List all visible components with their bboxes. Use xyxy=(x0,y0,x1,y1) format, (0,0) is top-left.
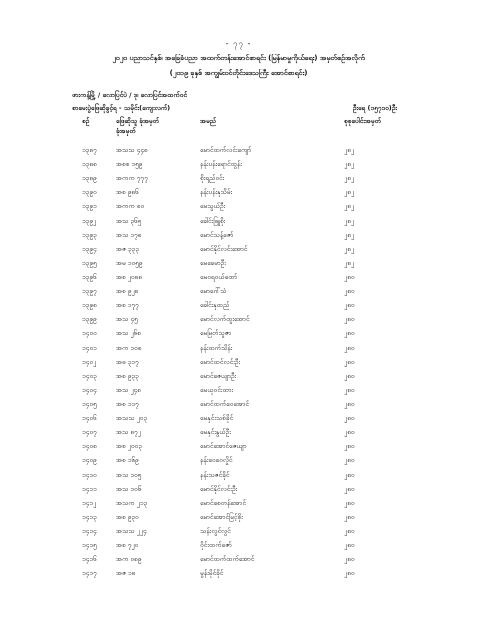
row-name: ခေါင်းနုထည် xyxy=(200,301,230,310)
row-exam-id: အသ ၁၀၅ xyxy=(116,470,142,479)
row-number: ၁၃၉၁ xyxy=(82,202,97,211)
row-number: ၁၄၀၅ xyxy=(82,399,97,408)
row-score: ၂၈၀ xyxy=(344,272,355,281)
row-name: ဝိုင်းထက်ဇော် xyxy=(200,541,232,550)
table-row xyxy=(0,229,477,243)
table-row xyxy=(0,285,477,299)
row-exam-id: အစ ၉၃၃ xyxy=(116,371,139,380)
row-score: ၂၈၀ xyxy=(344,385,355,394)
row-score: ၂၈၂ xyxy=(344,216,355,225)
row-exam-id: အသသ ၂၂၄ xyxy=(116,526,147,535)
row-name: စိုးရည်ဝင်း xyxy=(200,174,225,183)
page-number: - ၇၇ - xyxy=(225,39,252,48)
row-score: ၂၈၀ xyxy=(344,357,355,366)
row-exam-id: အစ ၁၆၉ xyxy=(116,456,139,465)
row-number: ၁၄၁၄ xyxy=(82,526,97,535)
column-header-score: စုစုပေါင်းအမှတ် xyxy=(344,117,381,125)
row-number: ၁၃၈၈ xyxy=(82,160,97,169)
row-exam-id: အစ ၂၀၀၃ xyxy=(116,442,142,451)
row-name: မောင်ထက်လင်းကျော် xyxy=(200,146,252,154)
row-exam-id: အသသ ၄၄၈ xyxy=(116,146,148,154)
row-exam-id: အစ ၂၀၈၈ xyxy=(116,272,142,281)
column-header-id-sub: ခုံအမှတ် xyxy=(116,127,136,135)
row-number: ၁၃၈၇ xyxy=(82,146,97,154)
row-score: ၂၈၀ xyxy=(344,442,355,451)
row-number: ၁၃၉၂ xyxy=(82,216,97,225)
row-number: ၁၄၀၂ xyxy=(82,357,97,366)
row-name: နန်းပန်းနုသိမ်း xyxy=(200,188,233,197)
row-number: ၁၃၉၃ xyxy=(82,230,97,239)
row-name: မောင်ဇေယျာဦး xyxy=(200,371,237,380)
row-score: ၂၈၂ xyxy=(344,230,355,239)
row-exam-id: အကက ၈၀ xyxy=(116,202,145,211)
table-row xyxy=(0,186,477,200)
row-name: နန်းသဇင်ခိုင် xyxy=(200,470,230,479)
row-name: မေနှင်းသစ်ခိုင် xyxy=(200,414,234,423)
document-subtitle: (၂၀၁၉ ခုနှစ် အကျွမ်းဝင်တိုင်းဒေသကြီး အောင်စာရင်း) xyxy=(169,69,308,77)
row-exam-id: အသ ၃၆၅ xyxy=(116,216,142,225)
row-score: ၂၈၂ xyxy=(344,188,355,197)
table-row xyxy=(0,539,477,553)
row-number: ၁၄၁၃ xyxy=(82,512,97,521)
table-row xyxy=(0,384,477,398)
row-score: ၂၈၀ xyxy=(344,287,355,296)
row-number: ၁၄၀၉ xyxy=(82,456,97,465)
exam-center-label: စာမေးပွဲဖြေဆိုခွင့်ရ - သမိုင်း(ကျေးလက်) xyxy=(72,104,171,112)
row-number: ၁၃၉၀ xyxy=(82,188,97,197)
table-row xyxy=(0,313,477,327)
row-exam-id: အစ ၉၈၆ xyxy=(116,188,139,197)
row-name: မောင်ထက်ဝေအောင် xyxy=(200,399,249,408)
document-title: ၂၀၂၀ ပညာသင်နှစ်၊ အခြေခံပညာ အထက်တန်းအောင်စာရင်း (မြန်မာမှုကိုယ်ရေး) အမှတ်စဉ်အလိုက် xyxy=(112,54,365,62)
row-exam-id: အသသ ၂၀၃ xyxy=(116,414,148,423)
table-row xyxy=(0,370,477,384)
row-name: ခေါင်းဖြူစိုး xyxy=(200,216,226,225)
table-row xyxy=(0,483,477,497)
row-exam-id: အစ ၇၂၀ xyxy=(116,541,139,550)
row-score: ၂၈၀ xyxy=(344,526,355,535)
row-score: ၂၈၀ xyxy=(344,555,355,564)
table-row xyxy=(0,158,477,172)
row-exam-id: အဇ ၁၈ xyxy=(116,569,136,578)
row-exam-id: အသ ၁၀၆ xyxy=(116,484,142,493)
row-score: ၂၈၀ xyxy=(344,456,355,465)
row-exam-id: အစစ ၁၅၉ xyxy=(116,160,143,169)
row-name: မောင်ထက်ထက်အောင် xyxy=(200,555,255,564)
row-score: ၂၈၂ xyxy=(344,202,355,211)
table-row xyxy=(0,271,477,285)
row-name: မေမြတ်သူဇာ xyxy=(200,329,232,338)
row-number: ၁၄၁၅ xyxy=(82,541,97,550)
row-exam-id: အစ ၁၇၇ xyxy=(116,301,139,310)
table-row xyxy=(0,412,477,426)
table-row xyxy=(0,440,477,454)
table-row xyxy=(0,511,477,525)
row-number: ၁၃၉၈ xyxy=(82,301,97,310)
row-name: မောင်လက်ထူးအောင် xyxy=(200,315,250,324)
row-number: ၁၄၁၂ xyxy=(82,498,97,507)
row-name: သန်းလွင်လွင် xyxy=(200,526,231,535)
table-row xyxy=(0,497,477,511)
row-name: မေဝရဝယ်ထော် xyxy=(200,272,238,281)
row-number: ၁၄၀၆ xyxy=(82,414,97,423)
row-number: ၁၃၉၇ xyxy=(82,287,97,296)
row-name: မောဂေါ်သံ xyxy=(200,287,227,296)
row-name: မောင်အောင်ဇေယျာ xyxy=(200,442,247,451)
row-name: မောင်စေတန်အောင် xyxy=(200,498,246,507)
row-name: မေယုဝင်းထား xyxy=(200,385,234,394)
row-score: ၂၈၀ xyxy=(344,569,355,578)
row-exam-id: အဓ ၃၁၇ xyxy=(116,357,139,366)
row-exam-id: အမ ၁၀၅၉ xyxy=(116,258,143,267)
row-score: ၂၈၀ xyxy=(344,343,355,352)
table-row xyxy=(0,525,477,539)
row-name: နန်းပန်းရောင်ထွန်း xyxy=(200,160,242,169)
table-row xyxy=(0,257,477,271)
results-table xyxy=(0,144,477,581)
table-row xyxy=(0,327,477,341)
row-score: ၂၈၀ xyxy=(344,512,355,521)
row-name: မောင်ထင်လင်းဦး xyxy=(200,357,241,366)
row-exam-id: အကက ၇၇၇ xyxy=(116,174,148,183)
row-exam-id: အစ ၁၁၇ xyxy=(116,399,139,408)
row-name: မောင်နိုင်လင်းအောင် xyxy=(200,244,248,253)
row-number: ၁၄၁၆ xyxy=(82,555,97,564)
row-name: မွန်းမိုင်ခိုင် xyxy=(200,569,224,578)
row-name: နန်းထက်သိန်း xyxy=(200,343,233,352)
row-number: ၁၄၁၀ xyxy=(82,470,97,479)
table-row xyxy=(0,342,477,356)
row-score: ၂၈၀ xyxy=(344,315,355,324)
row-number: ၁၄၀၈ xyxy=(82,442,97,451)
row-number: ၁၃၉၄ xyxy=(82,244,97,253)
row-name: မေခေမာဦး xyxy=(200,258,226,267)
row-exam-id: အက ၀၈၉ xyxy=(116,555,142,564)
row-number: ၁၄၀၃ xyxy=(82,371,97,380)
row-exam-id: အစ ၉၂၈ xyxy=(116,287,139,296)
row-name: မောင်နိုင်လင်းဦး xyxy=(200,484,238,493)
row-name: မောင်သန့်ဇော် xyxy=(200,230,234,239)
row-name: မေနှင်းနွယ်ဦး xyxy=(200,428,231,437)
table-row xyxy=(0,172,477,186)
region-label: ဖားကန့်မြို့ / လောပြင်ပဲ / ဒု၊ လောပြင်အထက်ဝင် xyxy=(72,91,188,99)
row-score: ၂၈၂ xyxy=(344,174,355,183)
row-number: ၁၄၁၁ xyxy=(82,484,97,493)
row-score: ၂၈၂ xyxy=(344,160,355,169)
row-score: ၂၈၀ xyxy=(344,470,355,479)
row-exam-id: အစ ၉၃၀ xyxy=(116,512,139,521)
row-exam-id: အသ ၁၇၈ xyxy=(116,230,142,239)
row-number: ၁၄၁၇ xyxy=(82,569,97,578)
row-exam-id: အဇ ၃၃၃ xyxy=(116,244,139,253)
row-score: ၂၈၂ xyxy=(344,258,355,267)
row-name: မောင်အောင်မြင့်စိုး xyxy=(200,512,243,521)
row-number: ၁၄၀၇ xyxy=(82,428,97,437)
row-score: ၂၈၀ xyxy=(344,371,355,380)
row-score: ၂၈၀ xyxy=(344,301,355,310)
table-row xyxy=(0,144,477,158)
column-header-id: ဖြေဆိုသူ ခုံအမှတ် xyxy=(116,117,159,125)
table-row xyxy=(0,454,477,468)
table-row xyxy=(0,299,477,313)
total-count-label: ဦးရေ (၁၅၇၁၀)ဦး xyxy=(352,104,397,112)
table-row xyxy=(0,200,477,214)
row-exam-id: အသ ၄၅ xyxy=(116,315,138,324)
row-exam-id: အသ ၂၄၈ xyxy=(116,385,141,394)
row-name: မေသွယ်ဦး xyxy=(200,202,226,211)
row-number: ၁၃၈၉ xyxy=(82,174,97,183)
row-number: ၁၄၀၀ xyxy=(82,329,97,338)
table-row xyxy=(0,553,477,567)
row-score: ၂၈၀ xyxy=(344,399,355,408)
row-name: နန်းဝေဝေလှိုင် xyxy=(200,456,233,465)
table-row xyxy=(0,356,477,370)
row-number: ၁၄၀၄ xyxy=(82,385,97,394)
column-header-no: စဉ် xyxy=(82,117,90,125)
column-header-name: အမည် xyxy=(200,117,216,125)
row-number: ၁၄၀၁ xyxy=(82,343,97,352)
table-row xyxy=(0,426,477,440)
row-score: ၂၈၀ xyxy=(344,329,355,338)
row-number: ၁၃၉၆ xyxy=(82,272,97,281)
row-number: ၁၃၉၉ xyxy=(82,315,97,324)
row-score: ၂၈၂ xyxy=(344,244,355,253)
table-row xyxy=(0,398,477,412)
row-number: ၁၃၉၅ xyxy=(82,258,97,267)
row-score: ၂၈၂ xyxy=(344,146,355,154)
table-row xyxy=(0,469,477,483)
row-exam-id: အက ၁၀၈ xyxy=(116,343,142,352)
row-score: ၂၈၀ xyxy=(344,541,355,550)
table-row xyxy=(0,215,477,229)
row-exam-id: အသ ၂၆၈ xyxy=(116,329,141,338)
table-row xyxy=(0,567,477,581)
table-row xyxy=(0,243,477,257)
row-exam-id: အသက ၂၁၃ xyxy=(116,498,148,507)
row-exam-id: အသ ၈၇၂ xyxy=(116,428,141,437)
row-score: ၂၈၀ xyxy=(344,414,355,423)
row-score: ၂၈၀ xyxy=(344,484,355,493)
row-score: ၂၈၀ xyxy=(344,428,355,437)
row-score: ၂၈၀ xyxy=(344,498,355,507)
